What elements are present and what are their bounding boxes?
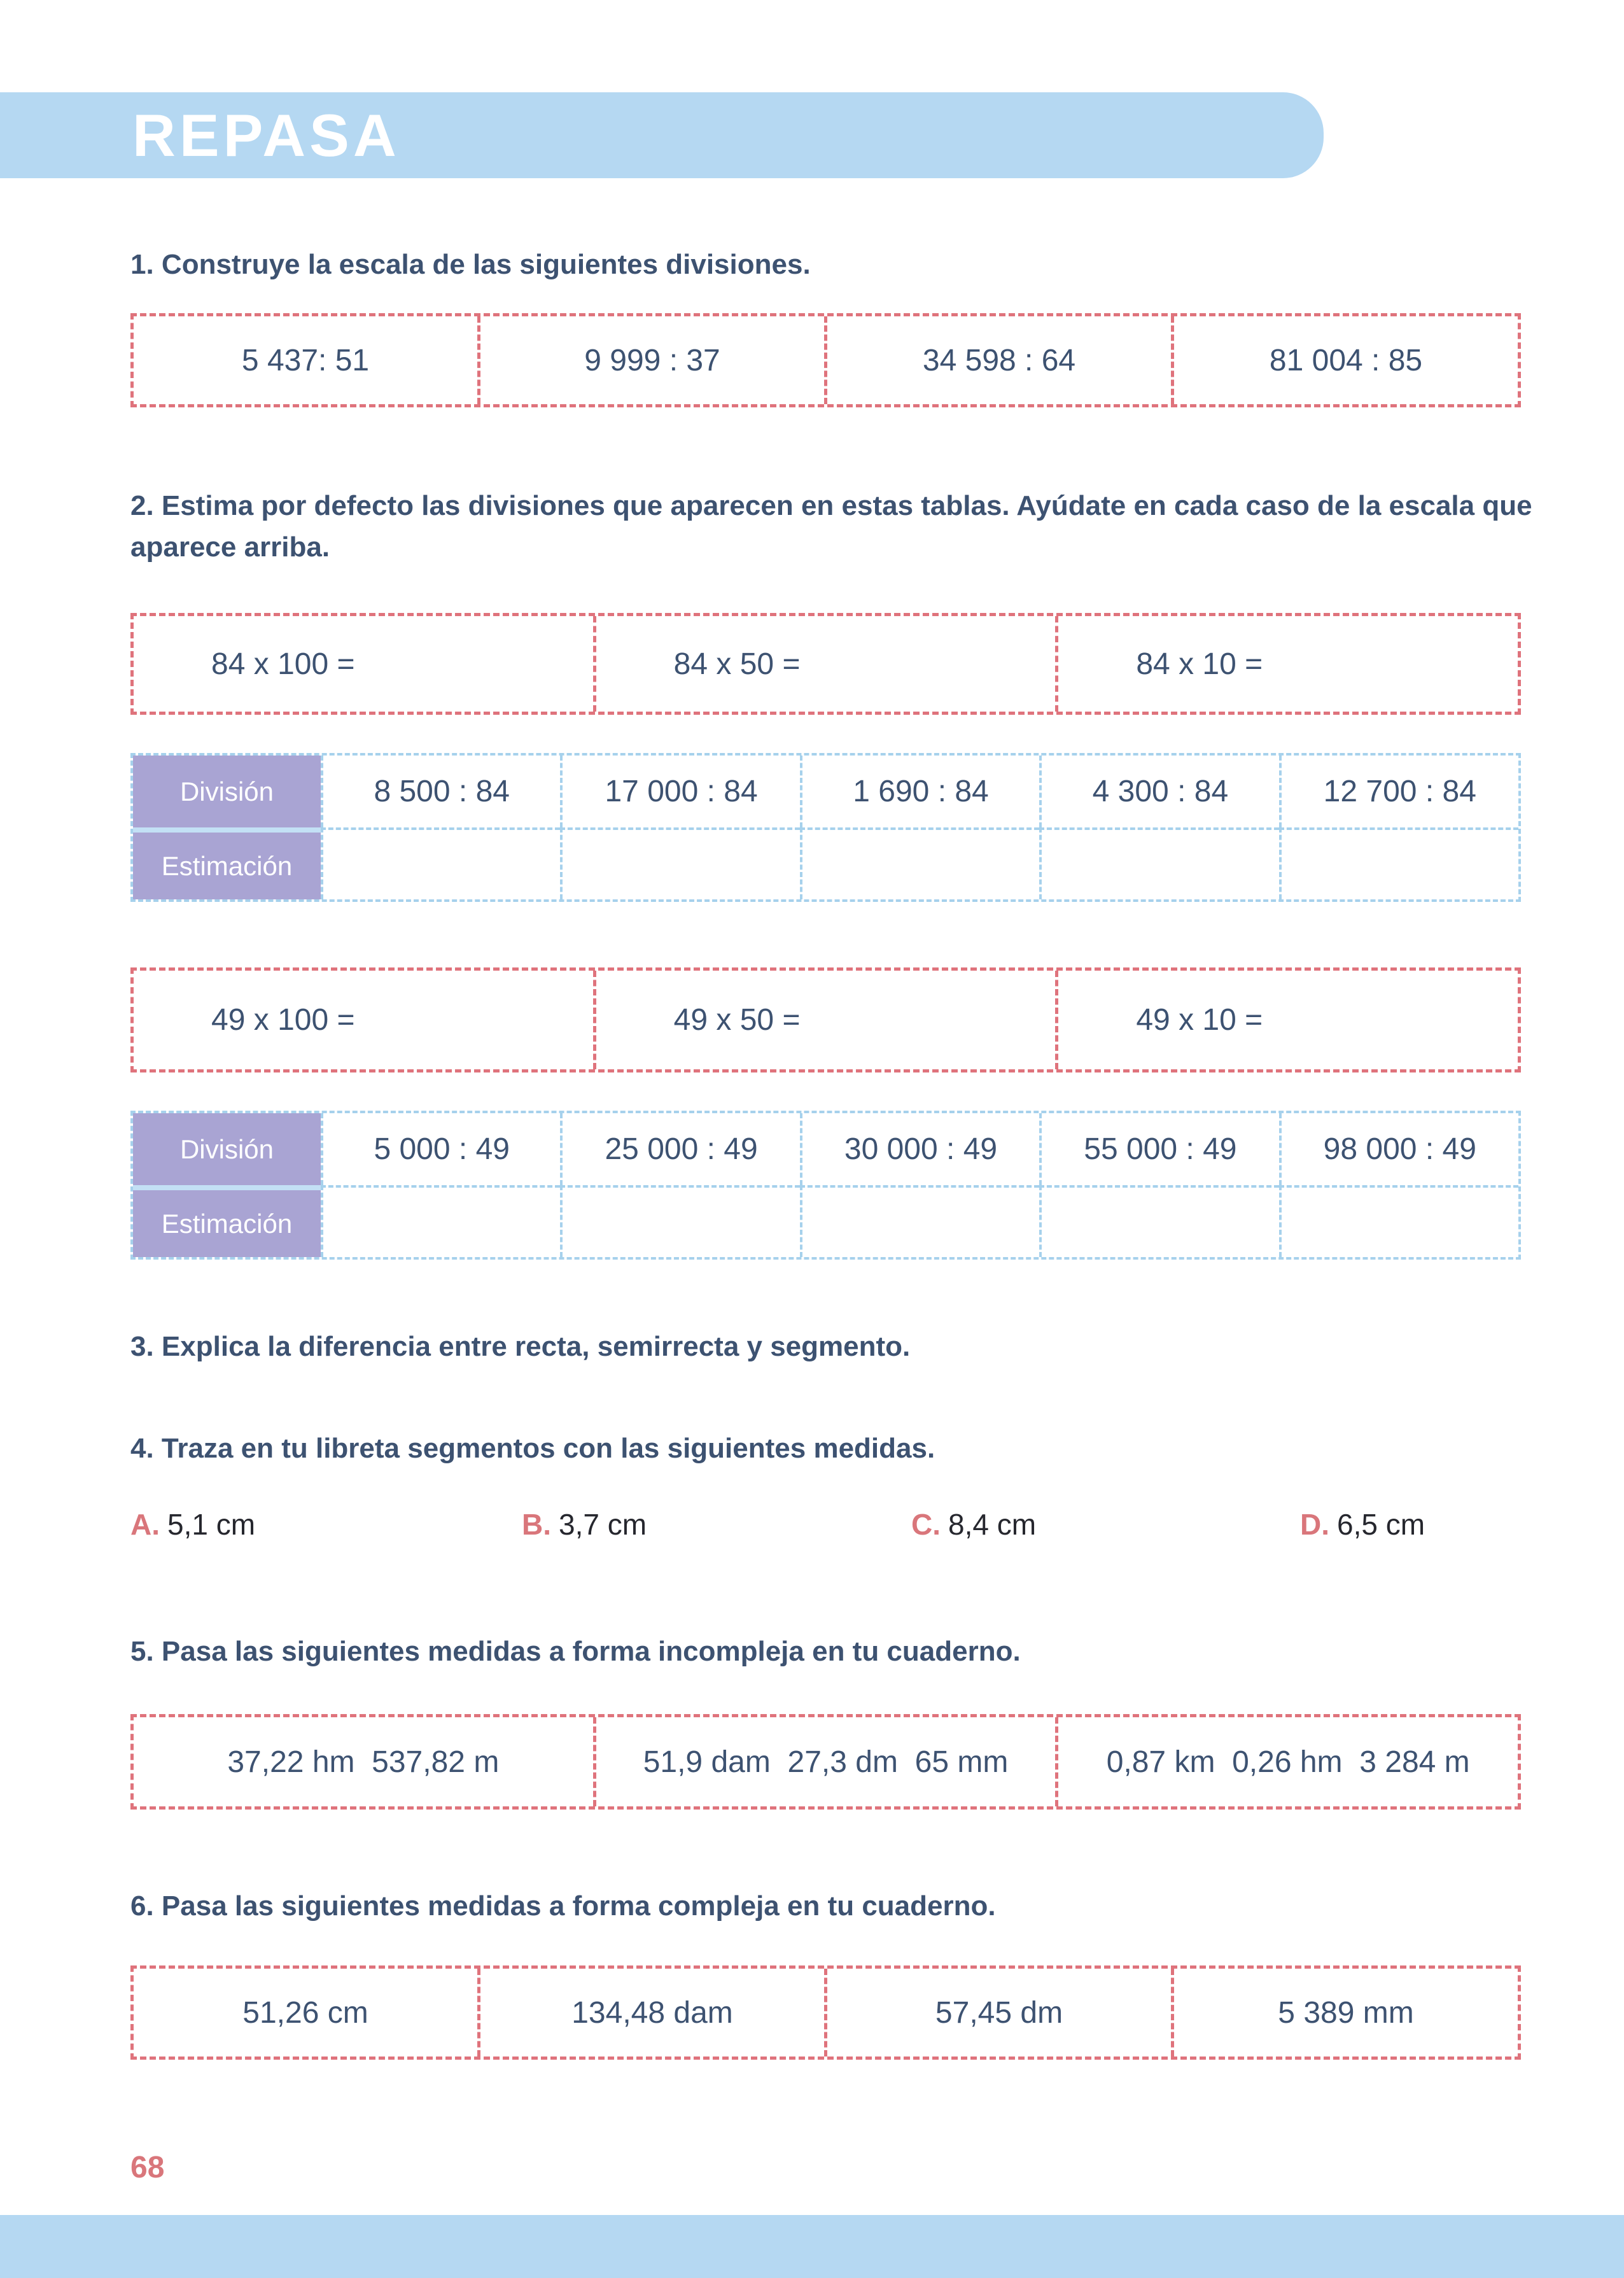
measure-cell: 5 389 mm xyxy=(1171,1969,1518,2057)
division-value-cell: 30 000 : 49 xyxy=(800,1113,1039,1185)
division-value-cell: 5 000 : 49 xyxy=(321,1113,560,1185)
measure-cell: 37,22 hm 537,82 m xyxy=(227,1745,500,1779)
item-letter: A. xyxy=(130,1508,160,1541)
scale-box-84 xyxy=(130,613,1521,715)
exercise-2-title: 2. Estima por defecto las divisiones que aparecen en estas tablas. Ayúdate en cada caso de la escala que aparece arriba. xyxy=(130,490,1532,563)
estimation-table-49 xyxy=(130,1111,1521,1260)
section-header-banner xyxy=(0,92,1324,178)
estimation-answer-cell[interactable] xyxy=(321,827,560,899)
estimation-answer-cell[interactable] xyxy=(560,1185,799,1257)
estimation-answer-cell[interactable] xyxy=(1039,827,1278,899)
estimation-answer-cell[interactable] xyxy=(1279,827,1518,899)
exercise-1-title: 1. Construye la escala de las siguientes divisiones. xyxy=(130,249,811,280)
table-row-label-division: División xyxy=(133,1113,321,1185)
item-letter: C. xyxy=(911,1508,941,1541)
division-cell: 5 437: 51 xyxy=(241,343,370,377)
measure-cell: 0,87 km 0,26 hm 3 284 m xyxy=(1055,1717,1518,1806)
division-value-cell: 98 000 : 49 xyxy=(1279,1113,1518,1185)
division-value-cell: 1 690 : 84 xyxy=(800,756,1039,827)
division-value-cell: 17 000 : 84 xyxy=(560,756,799,827)
division-value-cell: 55 000 : 49 xyxy=(1039,1113,1278,1185)
estimation-answer-cell[interactable] xyxy=(800,1185,1039,1257)
exercise-3-title: 3. Explica la diferencia entre recta, semirrecta y segmento. xyxy=(130,1331,911,1362)
item-value: 8,4 cm xyxy=(948,1508,1037,1541)
division-value-cell: 25 000 : 49 xyxy=(560,1113,799,1185)
scale-equation-cell[interactable]: 84 x 10 = xyxy=(1055,616,1518,712)
measure-cell: 51,26 cm xyxy=(242,1995,368,2030)
exercise-5-measures-box xyxy=(130,1714,1521,1810)
division-cell: 81 004 : 85 xyxy=(1171,316,1518,404)
division-value-cell: 4 300 : 84 xyxy=(1039,756,1278,827)
estimation-answer-cell[interactable] xyxy=(1039,1185,1278,1257)
scale-equation-cell[interactable]: 49 x 100 = xyxy=(211,1003,355,1037)
division-cell: 9 999 : 37 xyxy=(477,316,824,404)
measure-cell: 51,9 dam 27,3 dm 65 mm xyxy=(593,1717,1056,1806)
measurement-item-a xyxy=(130,1507,255,1542)
exercise-1-divisions-box xyxy=(130,313,1521,407)
page-number: 68 xyxy=(130,2151,165,2184)
scale-equation-cell[interactable]: 49 x 10 = xyxy=(1055,971,1518,1069)
estimation-answer-cell[interactable] xyxy=(321,1185,560,1257)
footer-band xyxy=(0,2215,1624,2278)
exercise-5-title: 5. Pasa las siguientes medidas a forma incompleja en tu cuaderno. xyxy=(130,1636,1021,1667)
estimation-answer-cell[interactable] xyxy=(560,827,799,899)
table-row-label-estimacion: Estimación xyxy=(133,1185,321,1257)
estimation-answer-cell[interactable] xyxy=(800,827,1039,899)
estimation-answer-cell[interactable] xyxy=(1279,1185,1518,1257)
page-title: REPASA xyxy=(132,101,400,169)
estimation-table-84 xyxy=(130,753,1521,902)
measurement-item-b xyxy=(522,1507,647,1542)
table-row-label-estimacion: Estimación xyxy=(133,827,321,899)
division-cell: 34 598 : 64 xyxy=(824,316,1171,404)
scale-equation-cell[interactable]: 84 x 100 = xyxy=(211,647,355,681)
item-value: 5,1 cm xyxy=(167,1508,256,1541)
division-value-cell: 8 500 : 84 xyxy=(321,756,560,827)
measure-cell: 134,48 dam xyxy=(477,1969,824,2057)
measurement-item-c xyxy=(911,1507,1036,1542)
measure-cell: 57,45 dm xyxy=(824,1969,1171,2057)
division-value-cell: 12 700 : 84 xyxy=(1279,756,1518,827)
item-letter: D. xyxy=(1300,1508,1329,1541)
table-row-label-division: División xyxy=(133,756,321,827)
measurement-item-d xyxy=(1300,1507,1425,1542)
scale-box-49 xyxy=(130,967,1521,1072)
exercise-6-title: 6. Pasa las siguientes medidas a forma compleja en tu cuaderno. xyxy=(130,1890,996,1922)
exercise-6-measures-box xyxy=(130,1965,1521,2060)
item-value: 6,5 cm xyxy=(1337,1508,1425,1541)
scale-equation-cell[interactable]: 84 x 50 = xyxy=(593,616,1056,712)
item-value: 3,7 cm xyxy=(559,1508,647,1541)
exercise-4-title: 4. Traza en tu libreta segmentos con las siguientes medidas. xyxy=(130,1433,935,1464)
scale-equation-cell[interactable]: 49 x 50 = xyxy=(593,971,1056,1069)
item-letter: B. xyxy=(522,1508,551,1541)
